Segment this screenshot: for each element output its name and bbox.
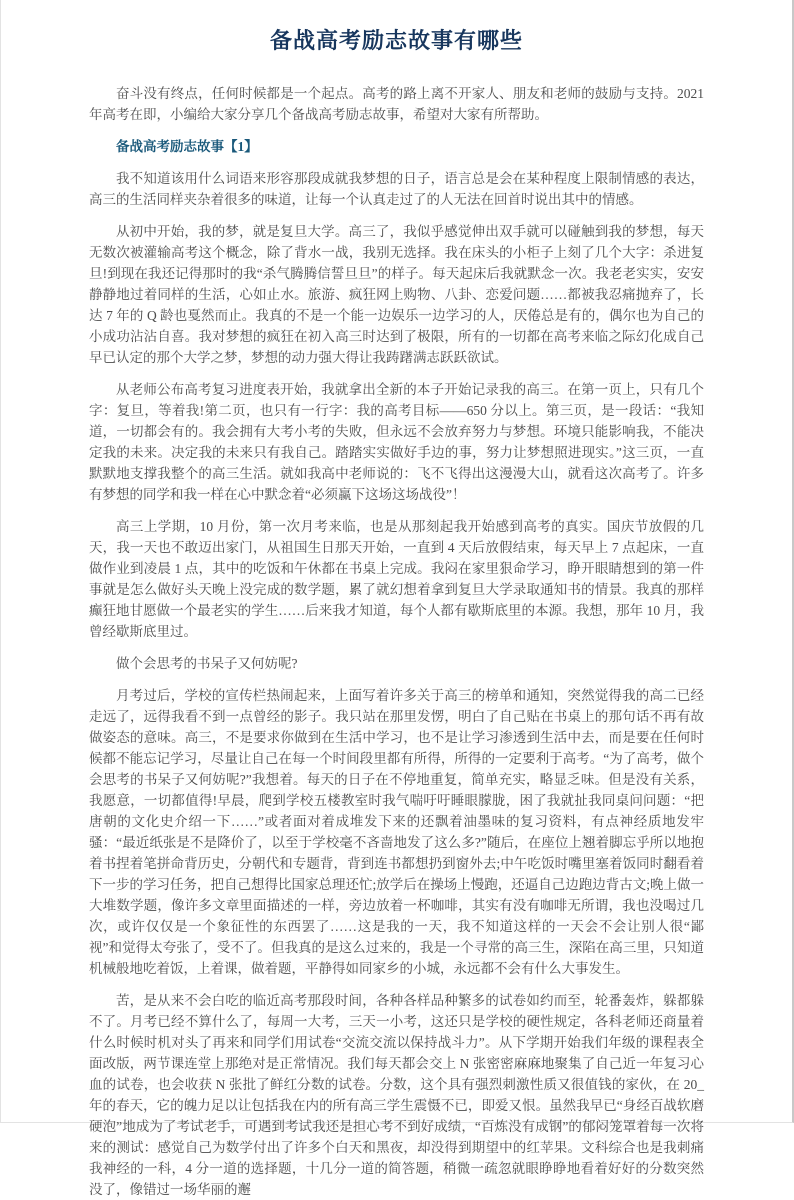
body-paragraph: 从初中开始，我的梦，就是复旦大学。高三了，我似乎感觉伸出双手就可以碰触到我的梦想，每天无数次被灌输高考这个概念，除了背水一战，我别无选择。我在床头的小柜子上刻了几个大字：杀进复旦!到现在我还记得那时的我“杀气腾腾信誓旦旦”的样子。每天起床后我就默念一次。我老老实实，安安静静地过着同样的生活，心如止水。旅游、疯狂网上购物、八卦、恋爱问题……都被我忍痛抛弃了，长达 7 年的 Q 龄也戛然而止。我真的不是一个能一边娱乐一边学习的人，厌倦总是有的，偶尔也为自己的小成功沾沾自喜。我对梦想的疯狂在初入高三时达到了极限，所有的一切都在高考来临之际幻化成自己早已认定的那个大学之梦，梦想的动力强大得让我踌躇满志跃跃欲试。: [89, 223, 704, 365]
body-paragraph: 从老师公布高考复习进度表开始，我就拿出全新的本子开始记录我的高三。在第一页上，只有几个字：复旦，等着我!第二页，也只有一行字：我的高考目标——650 分以上。第三页，是一段话：“我知道，一切都会有的。我会拥有大考小考的失败，但永远不会放弃努力与梦想。环境只能影响我，不能决定我的未来。决定我的未来只有我自己。踏踏实实做好手边的事，努力让梦想照进现实。”这三页，一直默默地支撑我整个的高三生活。就如我高中老师说的：飞不飞得出这漫漫大山，就看这次高考了。许多有梦想的同学和我一样在心中默念着“必须赢下这场这场战役”！: [89, 381, 704, 502]
intro-paragraph: 奋斗没有终点，任何时候都是一个起点。高考的路上离不开家人、朋友和老师的鼓励与支持。2021 年高考在即，小编给大家分享几个备战高考励志故事，希望对大家有所帮助。: [89, 85, 704, 122]
section-heading: 备战高考励志故事【1】: [116, 138, 258, 154]
body-paragraph: 我不知道该用什么词语来形容那段成就我梦想的日子，语言总是会在某种程度上限制情感的表达，高三的生活同样夹杂着很多的味道，让每一个认真走过了的人无法在回首时说出其中的情感。: [89, 170, 704, 207]
body-paragraph: 苦，是从来不会白吃的临近高考那段时间，各种各样品种繁多的试卷如约而至，轮番轰炸，躲都躲不了。月考已经不算什么了，每周一大考，三天一小考，这还只是学校的硬性规定，各科老师还商量着什么时候时机对头了再来和同学们用试卷“交流交流以保持战斗力”。从下学期开始我们年级的课程表全面改版，两节课连堂上那绝对是正常情况。我们每天都会交上 N 张密密麻麻地聚集了自己近一年复习心血的试卷，也会收获 N 张批了鲜红分数的试卷。分数，这个具有强烈刺激性质又很值钱的家伙，在 20_年的春天，它的魄力足以让包括我在内的所有高三学生震慑不已，即爱又恨。虽然我早已“身经百战软磨硬泡”地成为了考试老手，可遇到考试我还是担心考不到好成绩，“百炼没有成钢”的郁闷笼罩着每一次将来的测试：感觉自己为数学付出了许多个白天和黑夜，却没得到期望中的红苹果。文科综合也是我刺痛我神经的一科，4 分一道的选择题，十几分一道的简答题，稍微一疏忽就眼睁睁地看着好好的分数突然没了，像错过一场华丽的邂: [89, 992, 704, 1197]
body-paragraph: 做个会思考的书呆子又何妨呢?: [116, 655, 298, 671]
document-title: 备战高考励志故事有哪些: [269, 28, 523, 53]
body-paragraph: 月考过后，学校的宣传栏热闹起来，上面写着许多关于高三的榜单和通知，突然觉得我的高二已经走远了，远得我看不到一点曾经的影子。我只站在那里发愣，明白了自己贴在书桌上的那句话不再有故做姿态的意味。高三，不是要求你做到在生活中学习，也不是让学习渗透到生活中去，而是要在任何时候都不能忘记学习，尽量让自己在每一个时间段里都有所得，所得的一定要利于高考。“为了高考，做个会思考的书呆子又何妨呢?”我想着。每天的日子在不停地重复，简单充实，略显乏味。但是没有关系，我愿意，一切都值得!早晨，爬到学校五楼教室时我气喘吁吁睡眼朦胧，困了我就扯我同桌问问题：“把唐朝的文化史介绍一下……”或者面对着成堆发下来的还飘着油墨味的复习资料，有点神经质地发牢骚：“最近纸张是不是降价了，以至于学校毫不吝啬地发了这么多?”随后，在座位上翘着脚忘乎所以地抱着书捏着笔拼命背历史，分朝代和专题背，背到连书都想扔到窗外去;中午吃饭时嘴里塞着饭同时翻看着下一步的学习任务，把自己想得比国家总理还忙;放学后在操场上慢跑，还逼自己边跑边背古文;晚上做一大堆数学题，像许多文章里面描述的一样，旁边放着一杯咖啡，其实有没有咖啡无所谓，我也没喝过几次，或许仅仅是一个象征性的东西罢了……这是我的一天，我不知道这样的一天会不会让别人很“鄙视”和觉得太夸张了，受不了。但我真的是这么过来的，我是一个寻常的高三生，深陷在高三里，只知道机械般地吃着饭，上着课，做着题，平静得如同家乡的小城，永远都不会有什么大事发生。: [89, 687, 705, 976]
body-paragraph: 高三上学期，10 月份，第一次月考来临，也是从那刻起我开始感到高考的真实。国庆节放假的几天，我一天也不敢迈出家门，从祖国生日那天开始，一直到 4 天后放假结束，每天早上 7 点起床，一直做作业到凌晨 1 点，其中的吃饭和午休都在书桌上完成。我闷在家里狠命学习，睁开眼睛想到的第一件事就是怎么做好头天晚上没完成的数学题，累了就幻想着拿到复旦大学录取通知书的情景。我真的那样癫狂地甘愿做一个最老实的学生……后来我才知道，每个人都有歇斯底里的本源。我想，那年 10 月，我曾经歇斯底里过。: [89, 518, 704, 639]
